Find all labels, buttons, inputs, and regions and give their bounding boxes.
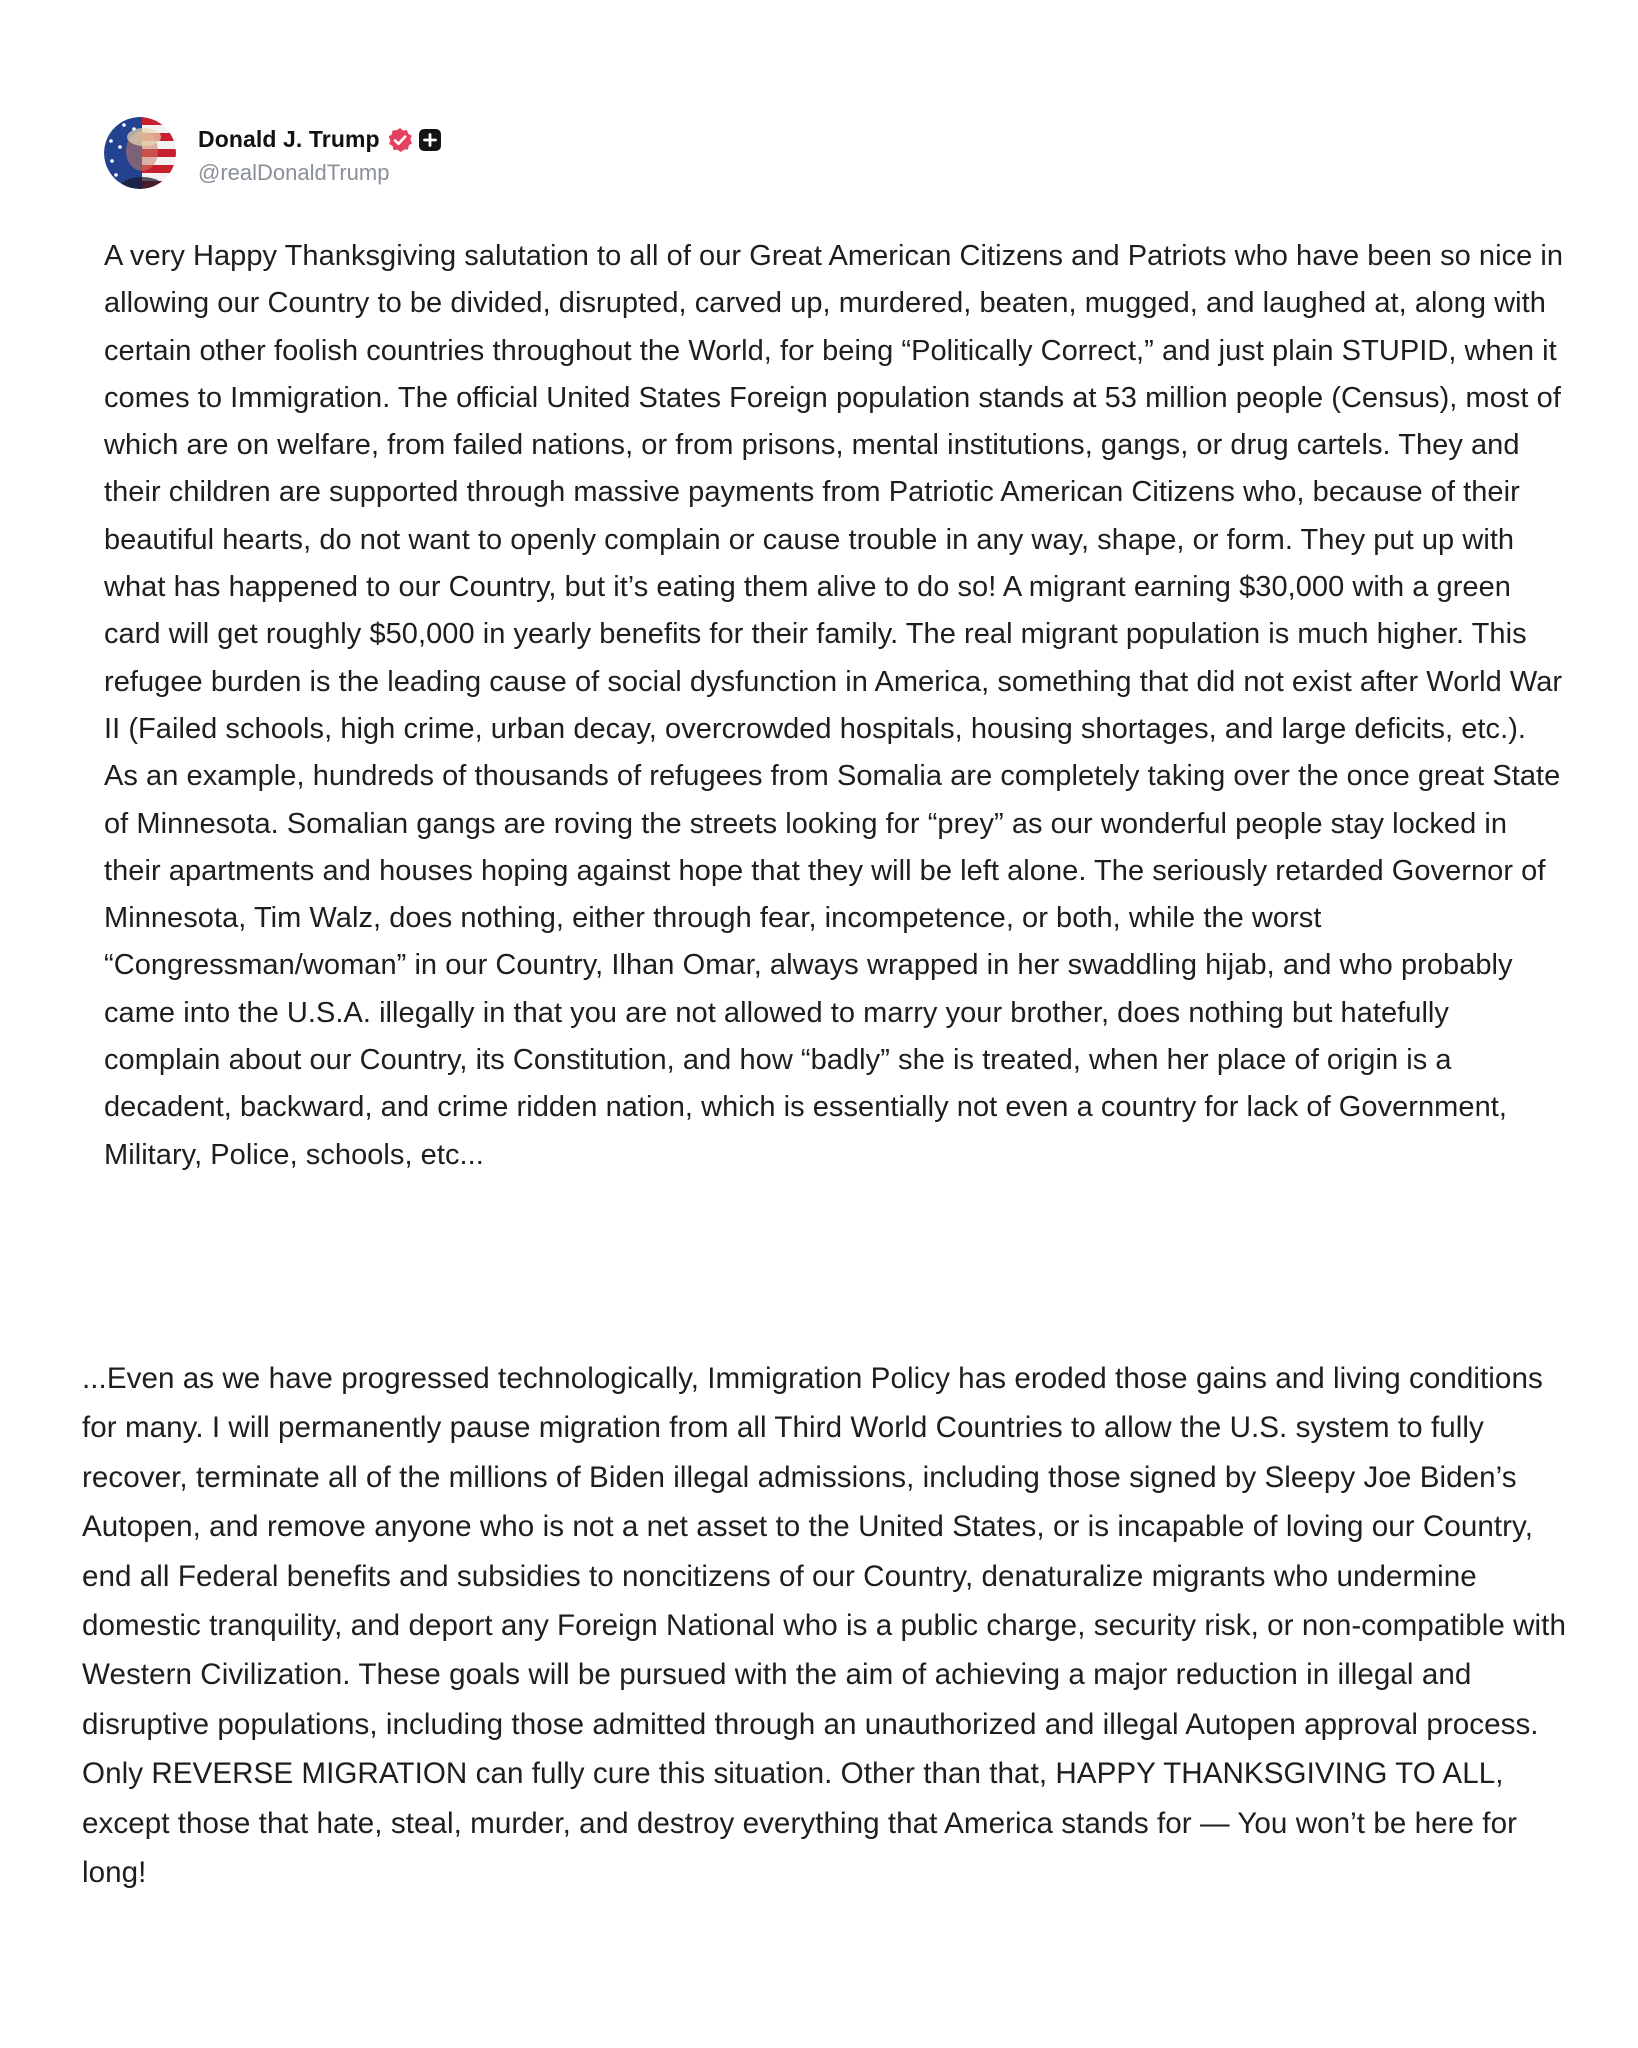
author-name-row [198,121,442,159]
flag-portrait-avatar-icon [104,117,176,189]
author-display-name[interactable]: Donald J. Trump [198,126,380,152]
author-handle[interactable]: @realDonaldTrump [198,159,390,185]
plus-badge-icon [418,128,442,152]
avatar[interactable] [104,117,176,189]
author-info [198,121,442,186]
verified-badge-icon [387,127,413,153]
post-continuation-text: ...Even as we have progressed technologically, Immigration Policy has eroded those gains and living conditions for many. I will permanently pause migration from all Third World Countries to allow the U.S. system to fully recover, terminate all of the millions of Biden illegal admissions, including those signed by Sleepy Joe Biden’s Autopen, and remove anyone who is not a net asset to the United States, or is incapable of loving our Country, end all Federal benefits and subsidies to noncitizens of our Country, denaturalize migrants who undermine domestic tranquility, and deport any Foreign National who is a public charge, security risk, or non-compatible with Western Civilization. These goals will be pursued with the aim of achieving a major reduction in illegal and disruptive populations, including those admitted through an unauthorized and illegal Autopen approval process. Only REVERSE MIGRATION can fully cure this situation. Other than that, HAPPY THANKSGIVING TO ALL, except those that hate, steal, murder, and destroy everything that America stands for — You won’t be here for long! [82,1362,1566,1890]
post-body-text: A very Happy Thanksgiving salutation to all of our Great American Citizens and Patriots who have been so nice in allowing our Country to be divided, disrupted, carved up, murdered, beaten, mugged, and laughed at, along with certain other foolish countries throughout the World, for being “Politically Correct,” and just plain STUPID, when it comes to Immigration. The official United States Foreign population stands at 53 million people (Census), most of which are on welfare, from failed nations, or from prisons, mental institutions, gangs, or drug cartels. They and their children are supported through massive payments from Patriotic American Citizens who, because of their beautiful hearts, do not want to openly complain or cause trouble in any way, shape, or form. They put up with what has happened to our Country, but it’s eating them alive to do so! A migrant earning $30,000 with a green card will get roughly $50,000 in yearly benefits for their family. The real migrant population is much higher. This refugee burden is the leading cause of social dysfunction in America, something that did not exist after World War II (Failed schools, high crime, urban decay, overcrowded hospitals, housing shortages, and large deficits, etc.). As an example, hundreds of thousands of refugees from Somalia are completely taking over the once great State of Minnesota. Somalian gangs are roving the streets looking for “prey” as our wonderful people stay locked in their apartments and houses hoping against hope that they will be left alone. The seriously retarded Governor of Minnesota, Tim Walz, does nothing, either through fear, incompetence, or both, while the worst “Congressman/woman” in our Country, Ilhan Omar, always wrapped in her swaddling hijab, and who probably came into the U.S.A. illegally in that you are not allowed to marry your brother, does nothing but hatefully complain about our Country, its Constitution, and how “badly” she is treated, when her place of origin is a decadent, backward, and crime ridden nation, which is essentially not even a country for lack of Government, Military, Police, schools, etc... [104,240,1564,1171]
post-header [104,117,442,189]
